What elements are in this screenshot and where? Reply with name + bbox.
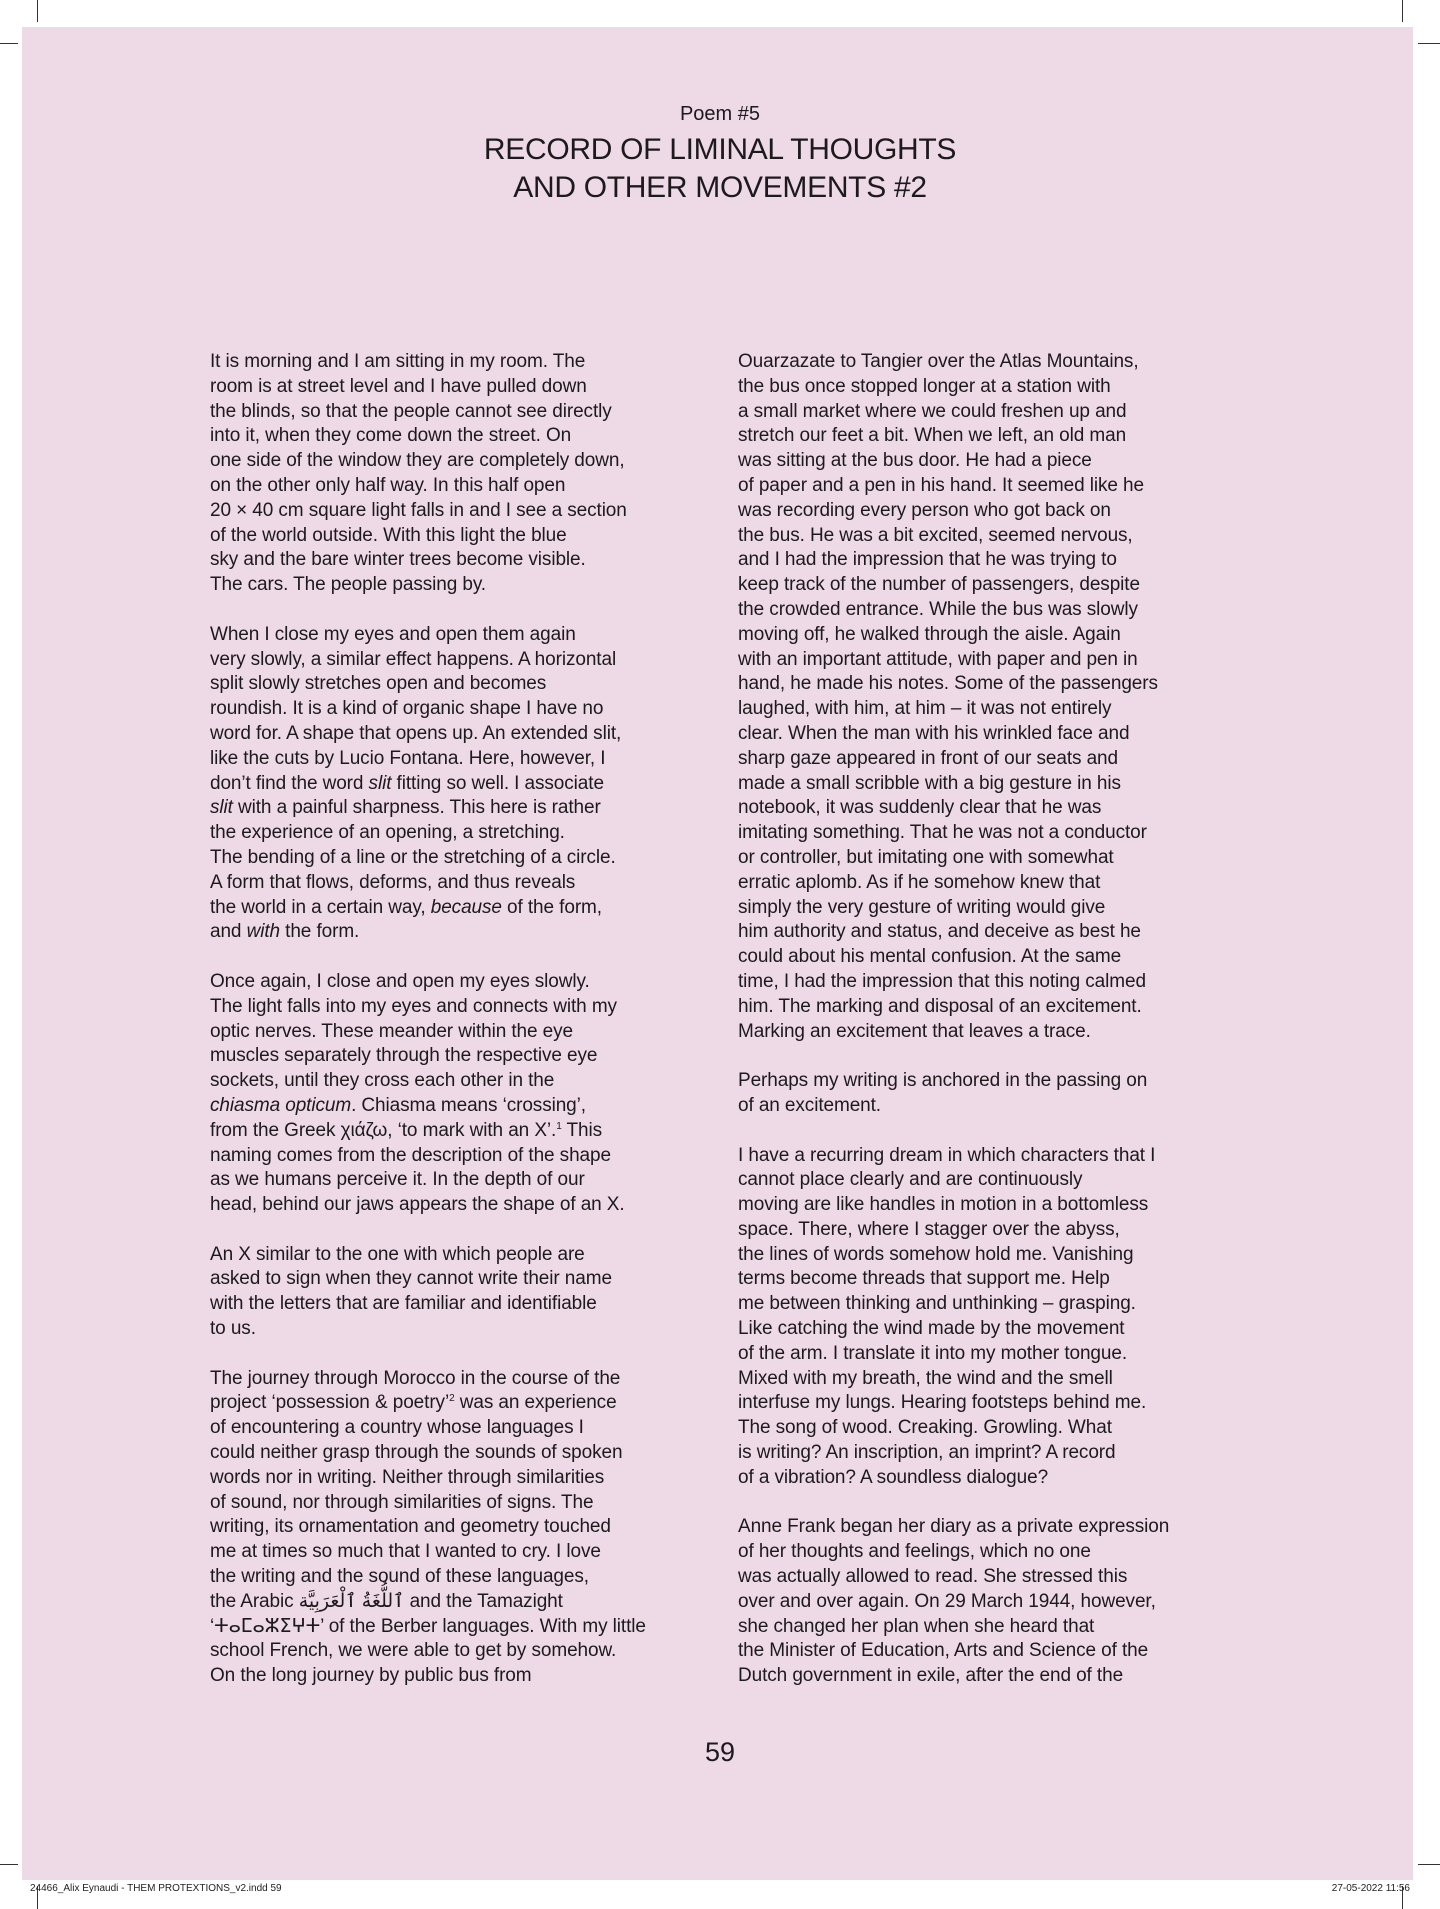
text-line: roundish. It is a kind of organic shape I have no bbox=[210, 698, 604, 720]
text-line: A form that flows, deforms, and thus reveals bbox=[210, 871, 576, 893]
left-paragraph-4 bbox=[210, 1243, 715, 1342]
text-column-left bbox=[210, 350, 715, 1689]
text-line: notebook, it was suddenly clear that he was bbox=[738, 797, 1102, 819]
text-line: him authority and status, and deceive as best he bbox=[738, 921, 1141, 943]
text-line: Mixed with my breath, the wind and the smell bbox=[738, 1367, 1113, 1389]
text-line: on the other only half way. In this half open bbox=[210, 474, 566, 496]
crop-mark-left-top bbox=[0, 43, 18, 44]
right-paragraph-2 bbox=[738, 1069, 1243, 1119]
text-line: the bus. He was a bit excited, seemed nervous, bbox=[738, 524, 1133, 546]
text-line: project ‘possession & poetry’$^2$ was an experience bbox=[210, 1392, 617, 1414]
text-line: room is at street level and I have pulled down bbox=[210, 375, 587, 397]
text-line: interfuse my lungs. Hearing footsteps behind me. bbox=[738, 1392, 1147, 1414]
crop-mark-top-right bbox=[1402, 0, 1403, 22]
text-line: the writing and the sound of these languages, bbox=[210, 1566, 589, 1588]
text-line: with an important attitude, with paper and pen in bbox=[738, 648, 1138, 670]
text-line: from the Greek χιάζω, ‘to mark with an X’.$^1$ This bbox=[210, 1119, 603, 1141]
text-line: Like catching the wind made by the movement bbox=[738, 1318, 1125, 1340]
text-line: of her thoughts and feelings, which no one bbox=[738, 1541, 1091, 1563]
text-line: optic nerves. These meander within the eye bbox=[210, 1020, 573, 1042]
text-line: ‘ⵜⴰⵎⴰⵣⵉⵖⵜ’ of the Berber languages. With my little bbox=[210, 1615, 646, 1637]
text-line: muscles separately through the respective eye bbox=[210, 1045, 598, 1067]
text-line: stretch our feet a bit. When we left, an old man bbox=[738, 425, 1127, 447]
text-line: with the letters that are familiar and identifiable bbox=[210, 1293, 597, 1315]
text-line: laughed, with him, at him – it was not entirely bbox=[738, 698, 1112, 720]
crop-mark-top-left bbox=[37, 0, 38, 22]
text-line: split slowly stretches open and becomes bbox=[210, 673, 547, 695]
text-line: the Minister of Education, Arts and Science of the bbox=[738, 1640, 1149, 1662]
text-line: Ouarzazate to Tangier over the Atlas Mountains, bbox=[738, 351, 1139, 372]
text-line: and with the form. bbox=[210, 921, 360, 943]
text-line: the Arabic ٱللُّغَةُ ٱلْعَرَبِيَّة and the Tamazight bbox=[210, 1590, 563, 1612]
right-paragraph-3 bbox=[738, 1144, 1243, 1491]
left-paragraph-1 bbox=[210, 350, 715, 598]
text-line: I have a recurring dream in which characters that I bbox=[738, 1144, 1156, 1166]
text-line: keep track of the number of passengers, despite bbox=[738, 574, 1140, 596]
text-line: of encountering a country whose languages I bbox=[210, 1417, 584, 1439]
text-line: On the long journey by public bus from bbox=[210, 1665, 532, 1687]
text-line: 20 × 40 cm square light falls in and I see a section bbox=[210, 499, 627, 521]
poem-title-line-1: RECORD OF LIMINAL THOUGHTS bbox=[483, 133, 957, 166]
text-line: sky and the bare winter trees become visible. bbox=[210, 549, 586, 571]
text-line: chiasma opticum. Chiasma means ‘crossing’, bbox=[210, 1094, 586, 1116]
text-line: sockets, until they cross each other in the bbox=[210, 1070, 555, 1092]
text-line: asked to sign when they cannot write their name bbox=[210, 1268, 612, 1290]
text-line: terms become threads that support me. Help bbox=[738, 1268, 1110, 1290]
text-line: could neither grasp through the sounds of spoken bbox=[210, 1442, 623, 1464]
text-line: time, I had the impression that this noting calmed bbox=[738, 970, 1146, 992]
text-line: into it, when they come down the street. On bbox=[210, 425, 572, 447]
text-line: of sound, nor through similarities of signs. The bbox=[210, 1491, 594, 1513]
text-line: word for. A shape that opens up. An extended slit, bbox=[210, 722, 622, 744]
printer-slug-file: 24466_Alix Eynaudi - THEM PROTEXTIONS_v2.indd 59 bbox=[30, 1883, 282, 1894]
text-line: hand, he made his notes. Some of the passengers bbox=[738, 673, 1158, 695]
text-line: sharp gaze appeared in front of our seats and bbox=[738, 747, 1118, 769]
text-line: writing, its ornamentation and geometry touched bbox=[210, 1516, 611, 1538]
crop-mark-left-bottom bbox=[0, 1864, 18, 1865]
text-line: the bus once stopped longer at a station with bbox=[738, 375, 1111, 397]
page-number: 59 bbox=[704, 1737, 736, 1767]
text-line: was actually allowed to read. She stressed this bbox=[738, 1566, 1128, 1588]
text-line: is writing? An inscription, an imprint? A record bbox=[738, 1442, 1116, 1464]
text-line: could about his mental confusion. At the same bbox=[738, 946, 1122, 968]
text-line: cannot place clearly and are continuously bbox=[738, 1169, 1083, 1191]
text-line: clear. When the man with his wrinkled face and bbox=[738, 722, 1130, 744]
text-line: of paper and a pen in his hand. It seemed like he bbox=[738, 474, 1144, 496]
text-line: me between thinking and unthinking – grasping. bbox=[738, 1293, 1136, 1315]
text-line: moving are like handles in motion in a bottomless bbox=[738, 1194, 1149, 1216]
text-line: she changed her plan when she heard that bbox=[738, 1615, 1095, 1637]
text-line: When I close my eyes and open them again bbox=[210, 623, 576, 645]
text-line: Anne Frank began her diary as a private expression bbox=[738, 1516, 1170, 1538]
text-line: of an excitement. bbox=[738, 1094, 881, 1116]
text-line: of a vibration? A soundless dialogue? bbox=[738, 1466, 1049, 1488]
text-line: The light falls into my eyes and connects with my bbox=[210, 995, 617, 1017]
text-line: The song of wood. Creaking. Growling. What bbox=[738, 1417, 1112, 1439]
text-column-right bbox=[738, 350, 1243, 1689]
text-line: The journey through Morocco in the course of the bbox=[210, 1367, 621, 1389]
text-line: him. The marking and disposal of an excitement. bbox=[738, 995, 1142, 1017]
text-line: to us. bbox=[210, 1318, 256, 1340]
text-line: It is morning and I am sitting in my room. The bbox=[210, 351, 586, 372]
text-line: as we humans perceive it. In the depth of our bbox=[210, 1169, 585, 1191]
crop-mark-right-bottom bbox=[1418, 1864, 1440, 1865]
text-line: The cars. The people passing by. bbox=[210, 574, 486, 596]
text-line: made a small scribble with a big gesture in his bbox=[738, 772, 1121, 794]
text-line: of the world outside. With this light the blue bbox=[210, 524, 567, 546]
text-line: imitating something. That he was not a conductor bbox=[738, 822, 1147, 844]
text-line: the world in a certain way, because of the form, bbox=[210, 896, 602, 918]
text-line: Marking an excitement that leaves a trace. bbox=[738, 1020, 1091, 1042]
text-line: erratic aplomb. As if he somehow knew that bbox=[738, 871, 1101, 893]
text-line: the blinds, so that the people cannot see directly bbox=[210, 400, 612, 422]
text-line: simply the very gesture of writing would give bbox=[738, 896, 1106, 918]
text-line: head, behind our jaws appears the shape of an X. bbox=[210, 1194, 625, 1216]
left-paragraph-5 bbox=[210, 1367, 715, 1689]
text-line: space. There, where I stagger over the abyss, bbox=[738, 1218, 1120, 1240]
text-line: naming comes from the description of the shape bbox=[210, 1144, 611, 1166]
text-line: one side of the window they are completely down, bbox=[210, 450, 625, 472]
crop-mark-right-top bbox=[1418, 43, 1440, 44]
poem-title-line-2: AND OTHER MOVEMENTS #2 bbox=[513, 171, 927, 204]
text-line: or controller, but imitating one with somewhat bbox=[738, 846, 1114, 868]
text-line: the crowded entrance. While the bus was slowly bbox=[738, 598, 1138, 620]
right-paragraph-1 bbox=[738, 350, 1243, 1044]
text-line: slit with a painful sharpness. This here is rather bbox=[210, 797, 601, 819]
text-line: was sitting at the bus door. He had a piece bbox=[738, 450, 1092, 472]
right-paragraph-4 bbox=[738, 1515, 1243, 1689]
text-line: the lines of words somehow hold me. Vanishing bbox=[738, 1243, 1134, 1265]
text-line: over and over again. On 29 March 1944, however, bbox=[738, 1590, 1156, 1612]
text-line: The bending of a line or the stretching of a circle. bbox=[210, 846, 616, 868]
text-line: An X similar to the one with which people are bbox=[210, 1243, 585, 1265]
text-line: was recording every person who got back on bbox=[738, 499, 1111, 521]
text-line: Dutch government in exile, after the end of the bbox=[738, 1665, 1124, 1687]
text-line: Perhaps my writing is anchored in the passing on bbox=[738, 1070, 1148, 1092]
left-paragraph-2 bbox=[210, 623, 715, 945]
text-line: very slowly, a similar effect happens. A horizontal bbox=[210, 648, 617, 670]
text-line: me at times so much that I wanted to cry. I love bbox=[210, 1541, 601, 1563]
text-line: school French, we were able to get by somehow. bbox=[210, 1640, 617, 1662]
text-line: moving off, he walked through the aisle. Again bbox=[738, 623, 1121, 645]
poem-title bbox=[0, 131, 1440, 207]
text-line: a small market where we could freshen up and bbox=[738, 400, 1127, 422]
poem-number: Poem #5 bbox=[679, 103, 761, 125]
text-line: words nor in writing. Neither through similarities bbox=[210, 1466, 605, 1488]
printer-slug-date: 27-05-2022 11:56 bbox=[1331, 1883, 1410, 1894]
text-line: the experience of an opening, a stretching. bbox=[210, 822, 565, 844]
left-paragraph-3 bbox=[210, 970, 715, 1218]
text-line: and I had the impression that he was trying to bbox=[738, 549, 1117, 571]
text-line: of the arm. I translate it into my mother tongue. bbox=[738, 1342, 1128, 1364]
text-line: like the cuts by Lucio Fontana. Here, however, I bbox=[210, 747, 606, 769]
text-line: Once again, I close and open my eyes slowly. bbox=[210, 970, 590, 992]
text-line: don’t find the word slit fitting so well. I associate bbox=[210, 772, 604, 794]
